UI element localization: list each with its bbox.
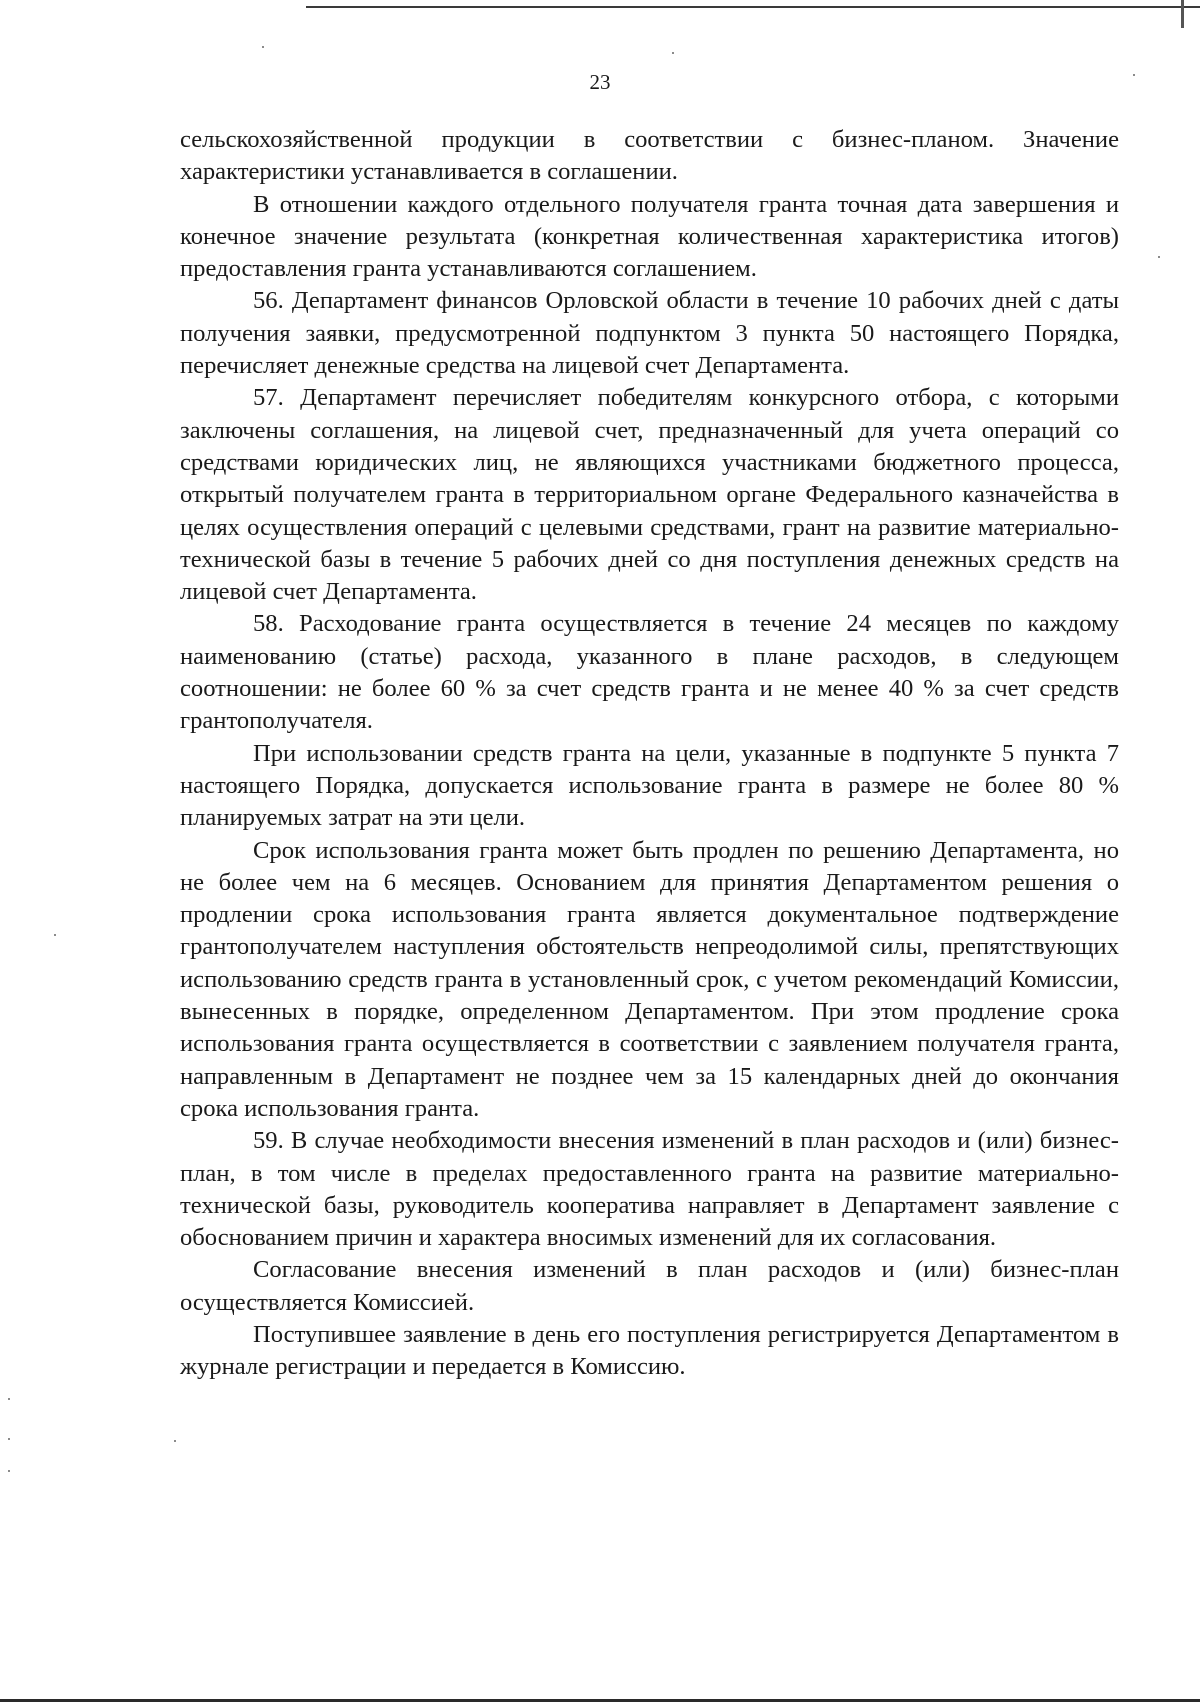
scan-speck (262, 46, 264, 48)
scan-speck (672, 52, 674, 54)
paragraph-result-completion: В отношении каждого отдельного получателя гранта точная дата завершения и конечное значение результата (конкретная количественная характеристика итогов) предоставления гранта устанавливаются соглашением. (180, 190, 1119, 283)
scan-speck (8, 1438, 10, 1440)
scan-edge-line-top (306, 6, 1200, 8)
scan-edge-mark-right (1181, 0, 1184, 28)
scan-speck (1158, 256, 1160, 258)
scan-speck (8, 1470, 10, 1472)
scan-edge-line-bottom (0, 1699, 1200, 1702)
scan-speck (54, 934, 56, 936)
paragraph-clause-56: 56. Департамент финансов Орловской области в течение 10 рабочих дней с даты получения заявки, предусмотренной подпунктом 3 пункта 50 настоящего Порядка, перечисляет денежные средства на лицевой счет Департамента. (180, 287, 1119, 380)
paragraph-clause-57: 57. Департамент перечисляет победителям конкурсного отбора, с которыми заключены соглашения, на лицевой счет, предназначенный для учета операций со средствами юридических лиц, не являющихся участниками бюджетного процесса, открытый получателем гранта в территориальном органе Федерального казначейства в целях осуществления операций с целевыми средствами, грант на развитие материально-технической базы в течение 5 рабочих дней со дня поступления денежных средств на лицевой счет Департамента. (180, 384, 1119, 606)
paragraph-continuation: сельскохозяйственной продукции в соответствии с бизнес-планом. Значение характеристики устанавливается в соглашении. (180, 126, 1119, 186)
paragraph-commission-approval: Согласование внесения изменений в план расходов и (или) бизнес-план осуществляется Комиссией. (180, 1256, 1119, 1316)
paragraph-clause-59: 59. В случае необходимости внесения изменений в план расходов и (или) бизнес-план, в том числе в пределах предоставленного гранта на развитие материально-технической базы, руководитель кооператива направляет в Департамент заявление с обоснованием причин и характера вносимых изменений для их согласования. (180, 1127, 1119, 1252)
document-body (180, 124, 1119, 1384)
paragraph-clause-58: 58. Расходование гранта осуществляется в течение 24 месяцев по каждому наименованию (статье) расхода, указанного в плане расходов, в следующем соотношении: не более 60 % за счет средств гранта и не менее 40 % за счет средств грантополучателя. (180, 610, 1119, 735)
scan-speck (174, 1440, 176, 1442)
page-number: 23 (589, 70, 611, 94)
scan-speck (8, 1398, 10, 1400)
paragraph-registration: Поступившее заявление в день его поступления регистрируется Департаментом в журнале регистрации и передается в Комиссию. (180, 1320, 1119, 1381)
paragraph-grant-usage-limit: При использовании средств гранта на цели, указанные в подпункте 5 пункта 7 настоящего Порядка, допускается использование гранта в размере не более 80 % планируемых затрат на эти цели. (180, 739, 1119, 832)
paragraph-term-extension: Срок использования гранта может быть продлен по решению Департамента, но не более чем на 6 месяцев. Основанием для принятия Департаментом решения о продлении срока использования гранта является документальное подтверждение грантополучателем наступления обстоятельств непреодолимой силы, препятствующих использованию средств гранта в установленный срок, с учетом рекомендаций Комиссии, вынесенных в порядке, определенном Департаментом. При этом продление срока использования гранта осуществляется в соответствии с заявлением получателя гранта, направленным в Департамент не позднее чем за 15 календарных дней до окончания срока использования гранта. (180, 836, 1119, 1122)
